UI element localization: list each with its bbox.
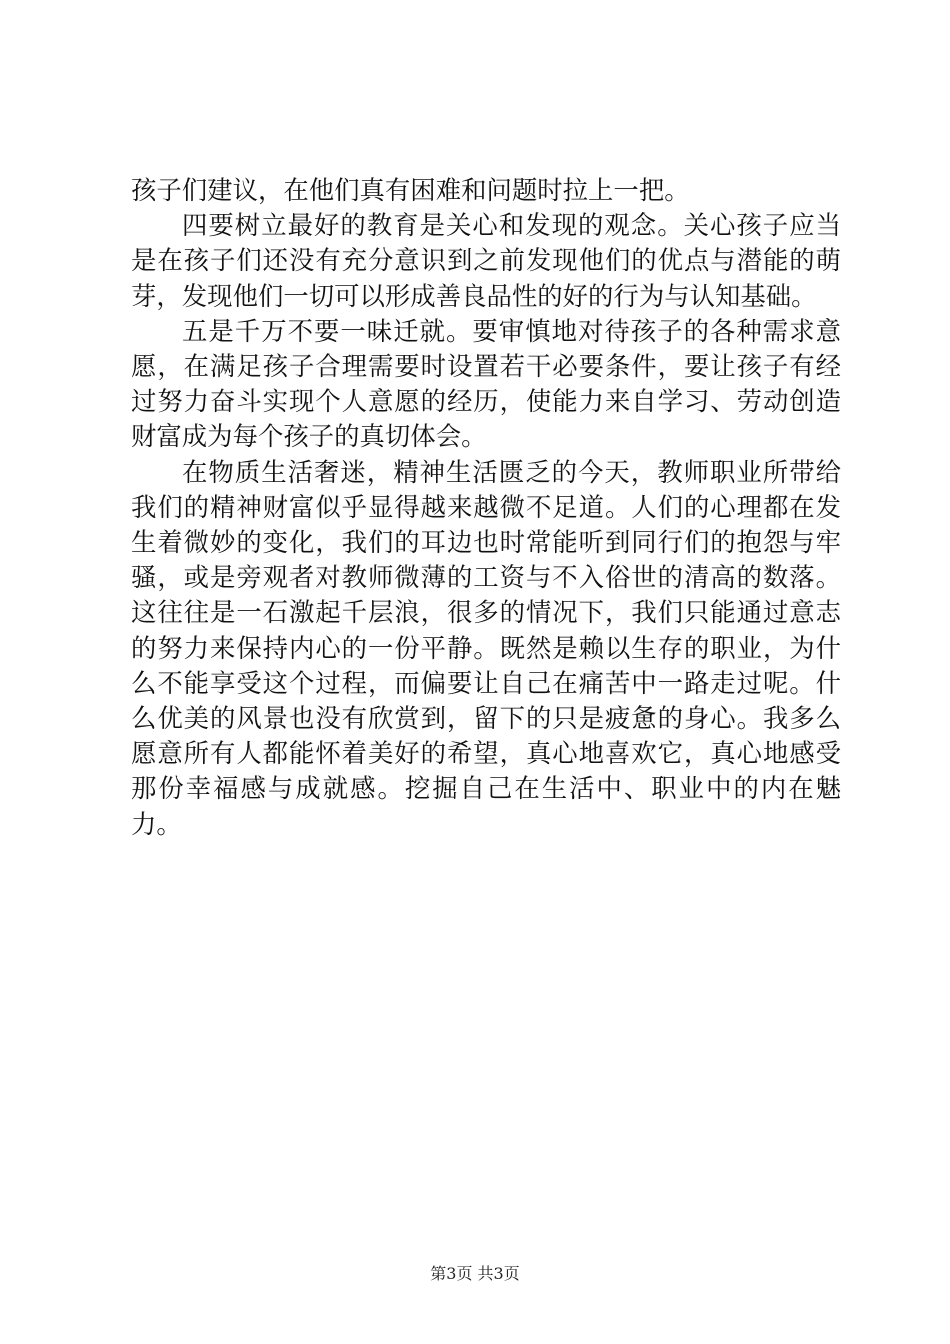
document-body [131,173,841,842]
paragraph-point-four: 四要树立最好的教育是关心和发现的观念。关心孩子应当是在孩子们还没有充分意识到之前发现他们的优点与潜能的萌芽，发现他们一切可以形成善良品性的好的行为与认知基础。 [131,210,841,311]
paragraph-teacher-reflection: 在物质生活奢迷，精神生活匮乏的今天，教师职业所带给我们的精神财富似乎显得越来越微不足道。人们的心理都在发生着微妙的变化，我们的耳边也时常能听到同行们的抱怨与牢骚，或是旁观者对教师微薄的工资与不入俗世的清高的数落。这往往是一石激起千层浪，很多的情况下，我们只能通过意志的努力来保持内心的一份平静。既然是赖以生存的职业，为什么不能享受这个过程，而偏要让自己在痛苦中一路走过呢。什么优美的风景也没有欣赏到，留下的只是疲惫的身心。我多么愿意所有人都能怀着美好的希望，真心地喜欢它，真心地感受那份幸福感与成就感。挖掘自己在生活中、职业中的内在魅力。 [131,456,841,839]
paragraph-point-five: 五是千万不要一味迁就。要审慎地对待孩子的各种需求意愿，在满足孩子合理需要时设置若干必要条件，要让孩子有经过努力奋斗实现个人意愿的经历，使能力来自学习、劳动创造财富成为每个孩子的真切体会。 [131,315,841,452]
page-number-footer: 第3页 共3页 [430,1264,520,1283]
paragraph-continuation: 孩子们建议，在他们真有困难和问题时拉上一把。 [131,175,690,205]
